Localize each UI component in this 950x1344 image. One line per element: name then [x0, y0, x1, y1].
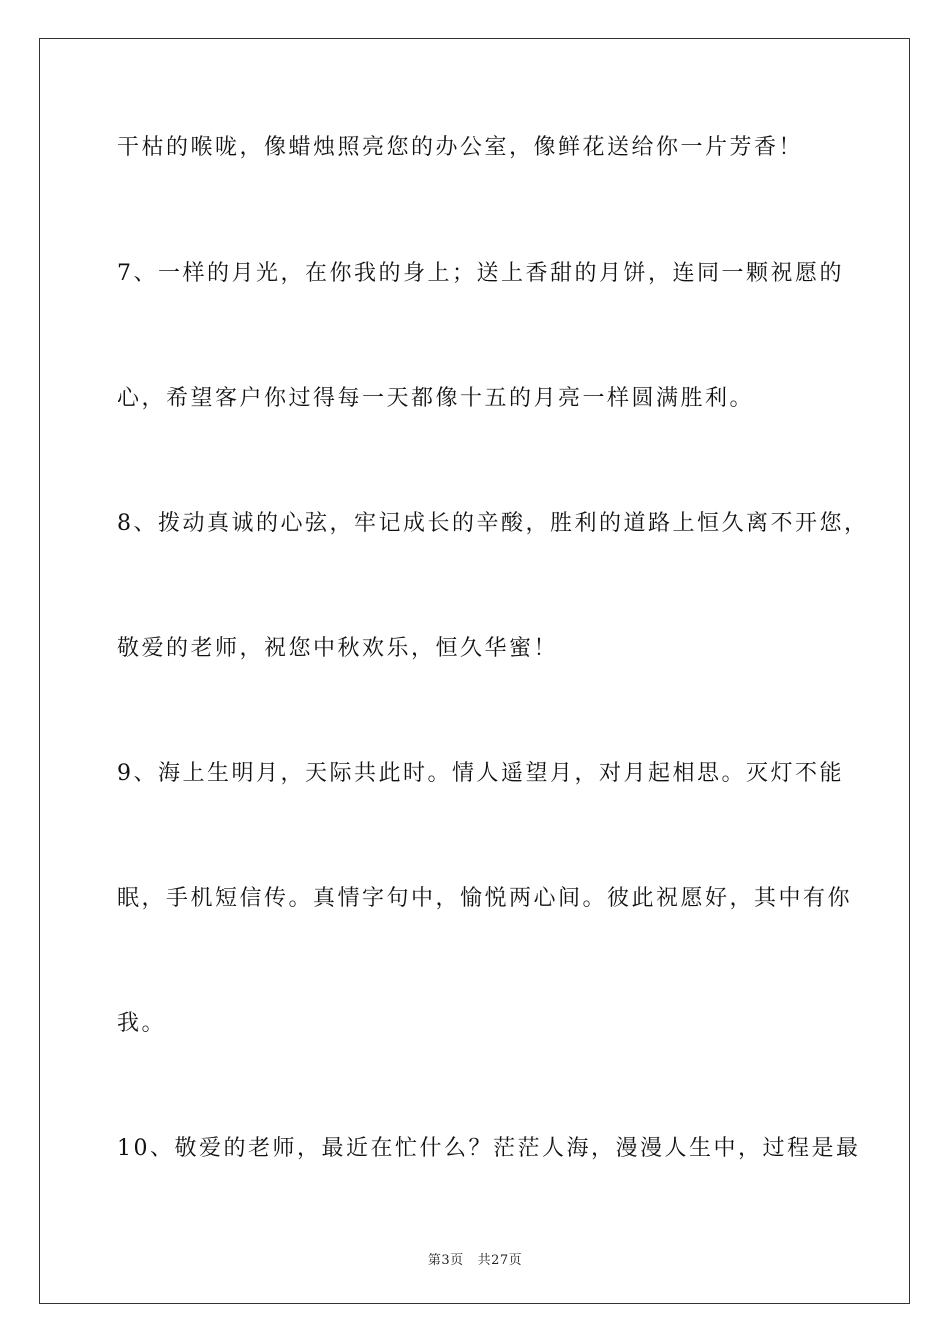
total-page-count: 共27页	[477, 1253, 523, 1268]
text-line: 干枯的喉咙，像蜡烛照亮您的办公室，像鲜花送给你一片芳香！	[117, 135, 804, 160]
text-line: 心，希望客户你过得每一天都像十五的月亮一样圆满胜利。	[117, 386, 755, 411]
text-line: 我。	[117, 1011, 167, 1036]
text-line: 8、拨动真诚的心弦，牢记成长的辛酸，胜利的道路上恒久离不开您，	[117, 511, 869, 536]
text-line: 眠，手机短信传。真情字句中，愉悦两心间。彼此祝愿好，其中有你	[117, 886, 853, 911]
text-line: 敬爱的老师，祝您中秋欢乐，恒久华蜜！	[117, 636, 559, 661]
text-line: 10、敬爱的老师，最近在忙什么？茫茫人海，漫漫人生中，过程是最	[117, 1136, 861, 1161]
page-border	[39, 38, 910, 1304]
current-page-number: 第3页	[427, 1253, 464, 1268]
page-footer	[0, 1249, 950, 1268]
text-line: 9、海上生明月，天际共此时。情人遥望月，对月起相思。灭灯不能	[117, 761, 844, 786]
text-line: 7、一样的月光，在你我的身上；送上香甜的月饼，连同一颗祝愿的	[117, 261, 844, 286]
